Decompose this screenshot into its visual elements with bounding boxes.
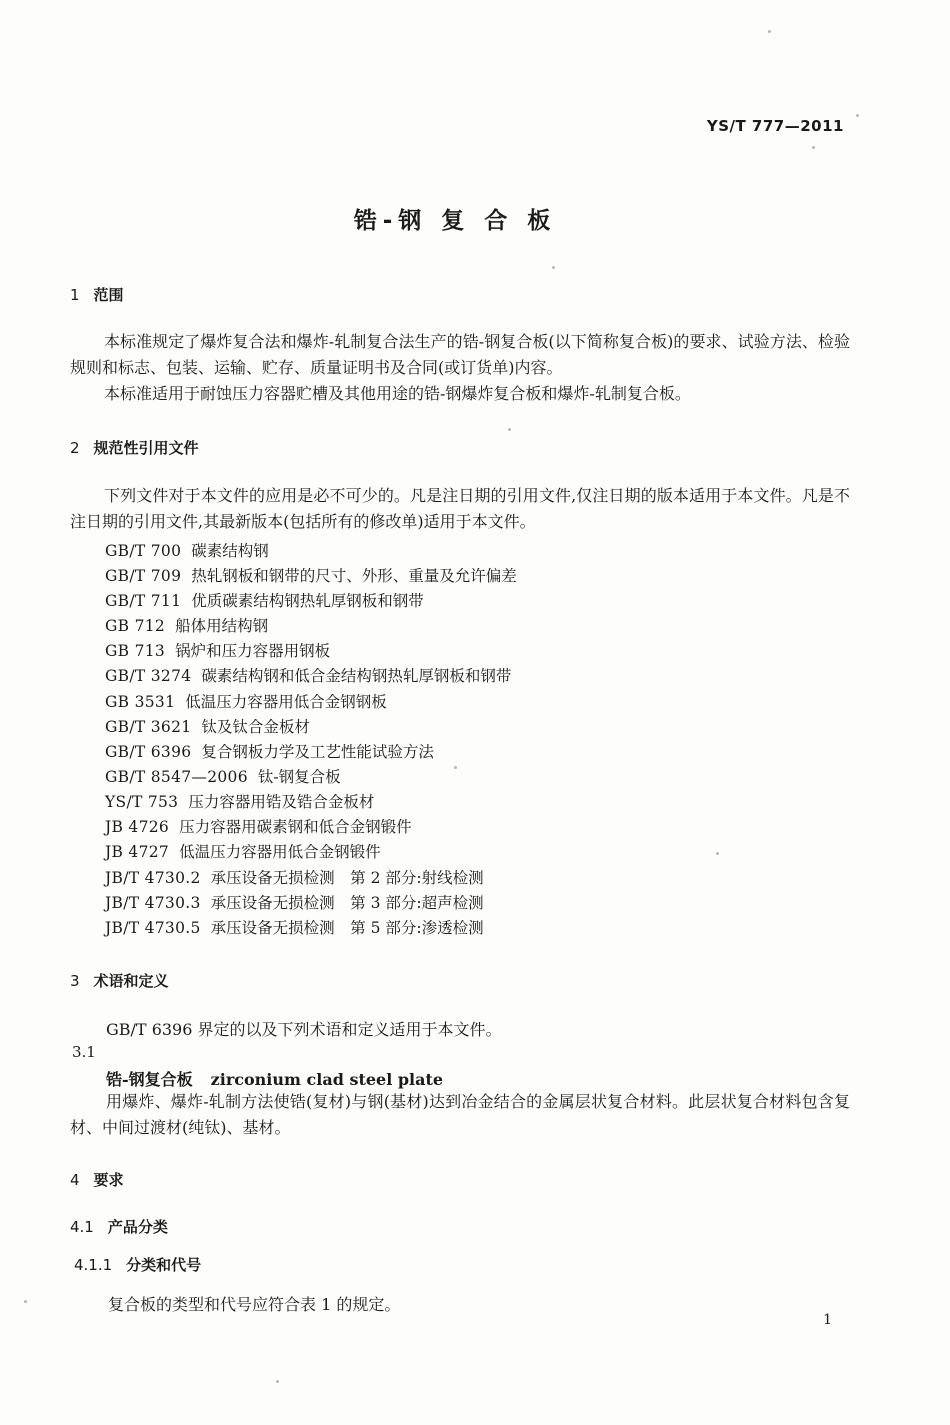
reference-item	[105, 690, 387, 712]
subsection-number: 4.1.1	[74, 1256, 113, 1274]
section-1-paragraph-2: 本标准适用于耐蚀压力容器贮槽及其他用途的锆-钢爆炸复合板和爆炸-轧制复合板。	[104, 384, 691, 403]
reference-title: 承压设备无损检测 第 2 部分:射线检测	[210, 869, 484, 887]
subsection-4-1-heading	[70, 1216, 168, 1237]
section-title: 要求	[93, 1171, 124, 1189]
scan-speck	[768, 30, 771, 33]
reference-code: JB 4727	[105, 843, 170, 861]
subsection-title: 分类和代号	[126, 1256, 202, 1274]
reference-item	[105, 815, 412, 837]
reference-item	[105, 790, 374, 812]
section-number: 2	[70, 439, 80, 457]
reference-code: YS/T 753	[105, 793, 179, 811]
section-title: 范围	[93, 286, 124, 304]
reference-title: 承压设备无损检测 第 5 部分:渗透检测	[210, 919, 484, 937]
reference-title: 优质碳素结构钢热轧厚钢板和钢带	[191, 592, 424, 610]
reference-code: JB/T 4730.5	[105, 919, 201, 937]
reference-code: GB/T 8547—2006	[105, 768, 248, 786]
reference-code: GB/T 700	[105, 542, 182, 560]
scan-speck	[276, 1380, 279, 1383]
term-entry	[106, 1067, 443, 1090]
reference-title: 承压设备无损检测 第 3 部分:超声检测	[210, 894, 484, 912]
section-number: 1	[70, 286, 80, 304]
section-2-paragraph-1: 下列文件对于本文件的应用是必不可少的。凡是注日期的引用文件,仅注日期的版本适用于本文件。凡是不注日期的引用文件,其最新版本(包括所有的修改单)适用于本文件。	[70, 486, 850, 531]
scan-speck	[856, 114, 859, 117]
reference-item	[105, 715, 310, 737]
reference-code: GB/T 709	[105, 567, 182, 585]
reference-code: JB 4726	[105, 818, 170, 836]
scan-speck	[454, 766, 457, 769]
section-2-heading	[70, 437, 199, 458]
reference-title: 低温压力容器用低合金钢锻件	[179, 843, 381, 861]
reference-title: 碳素结构钢	[191, 542, 269, 560]
reference-title: 压力容器用锆及锆合金板材	[188, 793, 375, 811]
term-english: zirconium clad steel plate	[210, 1070, 444, 1089]
reference-item	[105, 564, 517, 586]
reference-code: GB/T 3274	[105, 667, 192, 685]
section-title: 术语和定义	[93, 972, 169, 990]
term-number: 3.1	[72, 1043, 96, 1061]
reference-item	[105, 840, 381, 862]
section-3-paragraph-1: GB/T 6396 界定的以及下列术语和定义适用于本文件。	[106, 1020, 502, 1039]
reference-code: GB 3531	[105, 693, 176, 711]
section-3-heading	[70, 970, 169, 991]
section-1-paragraph-1: 本标准规定了爆炸复合法和爆炸-轧制复合法生产的锆-钢复合板(以下简称复合板)的要求、试验方法、检验规则和标志、包装、运输、贮存、质量证明书及合同(或订货单)内容。	[70, 332, 850, 377]
section-number: 4	[70, 1171, 80, 1189]
reference-title: 锅炉和压力容器用钢板	[175, 642, 331, 660]
reference-item	[105, 866, 484, 888]
reference-item	[105, 740, 434, 762]
section-number: 3	[70, 972, 80, 990]
reference-code: GB/T 711	[105, 592, 182, 610]
reference-item	[105, 916, 484, 938]
reference-item	[105, 539, 269, 561]
term-definition: 用爆炸、爆炸-轧制方法使锆(复材)与钢(基材)达到冶金结合的金属层状复合材料。此层状复合材料包含复材、中间过渡材(纯钛)、基材。	[70, 1092, 850, 1137]
reference-title: 碳素结构钢和低合金结构钢热轧厚钢板和钢带	[201, 667, 512, 685]
scan-speck	[24, 1300, 27, 1303]
scan-speck	[716, 852, 719, 855]
scan-speck	[508, 428, 511, 431]
page-number: 1	[823, 1312, 832, 1328]
term-chinese: 锆-钢复合板	[106, 1070, 193, 1089]
section-title: 规范性引用文件	[93, 439, 199, 457]
reference-item	[105, 891, 484, 913]
section-1-heading	[70, 284, 124, 305]
reference-code: JB/T 4730.2	[105, 869, 201, 887]
reference-code: GB 713	[105, 642, 166, 660]
reference-item	[105, 664, 511, 686]
section-4-paragraph-1: 复合板的类型和代号应符合表 1 的规定。	[108, 1295, 401, 1314]
reference-code: GB 712	[105, 617, 166, 635]
reference-code: GB/T 6396	[105, 743, 192, 761]
subsection-number: 4.1	[70, 1218, 94, 1236]
standard-code: YS/T 777—2011	[706, 117, 844, 135]
reference-item	[105, 639, 330, 661]
scan-speck	[812, 146, 815, 149]
reference-title: 钛-钢复合板	[257, 768, 341, 786]
reference-item	[105, 589, 424, 611]
reference-title: 钛及钛合金板材	[201, 718, 310, 736]
reference-item	[105, 614, 268, 636]
reference-title: 船体用结构钢	[175, 617, 269, 635]
reference-title: 复合钢板力学及工艺性能试验方法	[201, 743, 434, 761]
reference-title: 压力容器用碳素钢和低合金钢锻件	[179, 818, 412, 836]
subsection-title: 产品分类	[107, 1218, 168, 1236]
reference-title: 低温压力容器用低合金钢钢板	[185, 693, 387, 711]
reference-title: 热轧钢板和钢带的尺寸、外形、重量及允许偏差	[191, 567, 517, 585]
document-title: 锆-钢 复 合 板	[353, 208, 557, 234]
scan-speck	[552, 266, 555, 269]
reference-item	[105, 765, 341, 787]
section-4-heading	[70, 1169, 124, 1190]
reference-code: JB/T 4730.3	[105, 894, 201, 912]
subsection-4-1-1-heading	[74, 1254, 201, 1275]
reference-code: GB/T 3621	[105, 718, 192, 736]
